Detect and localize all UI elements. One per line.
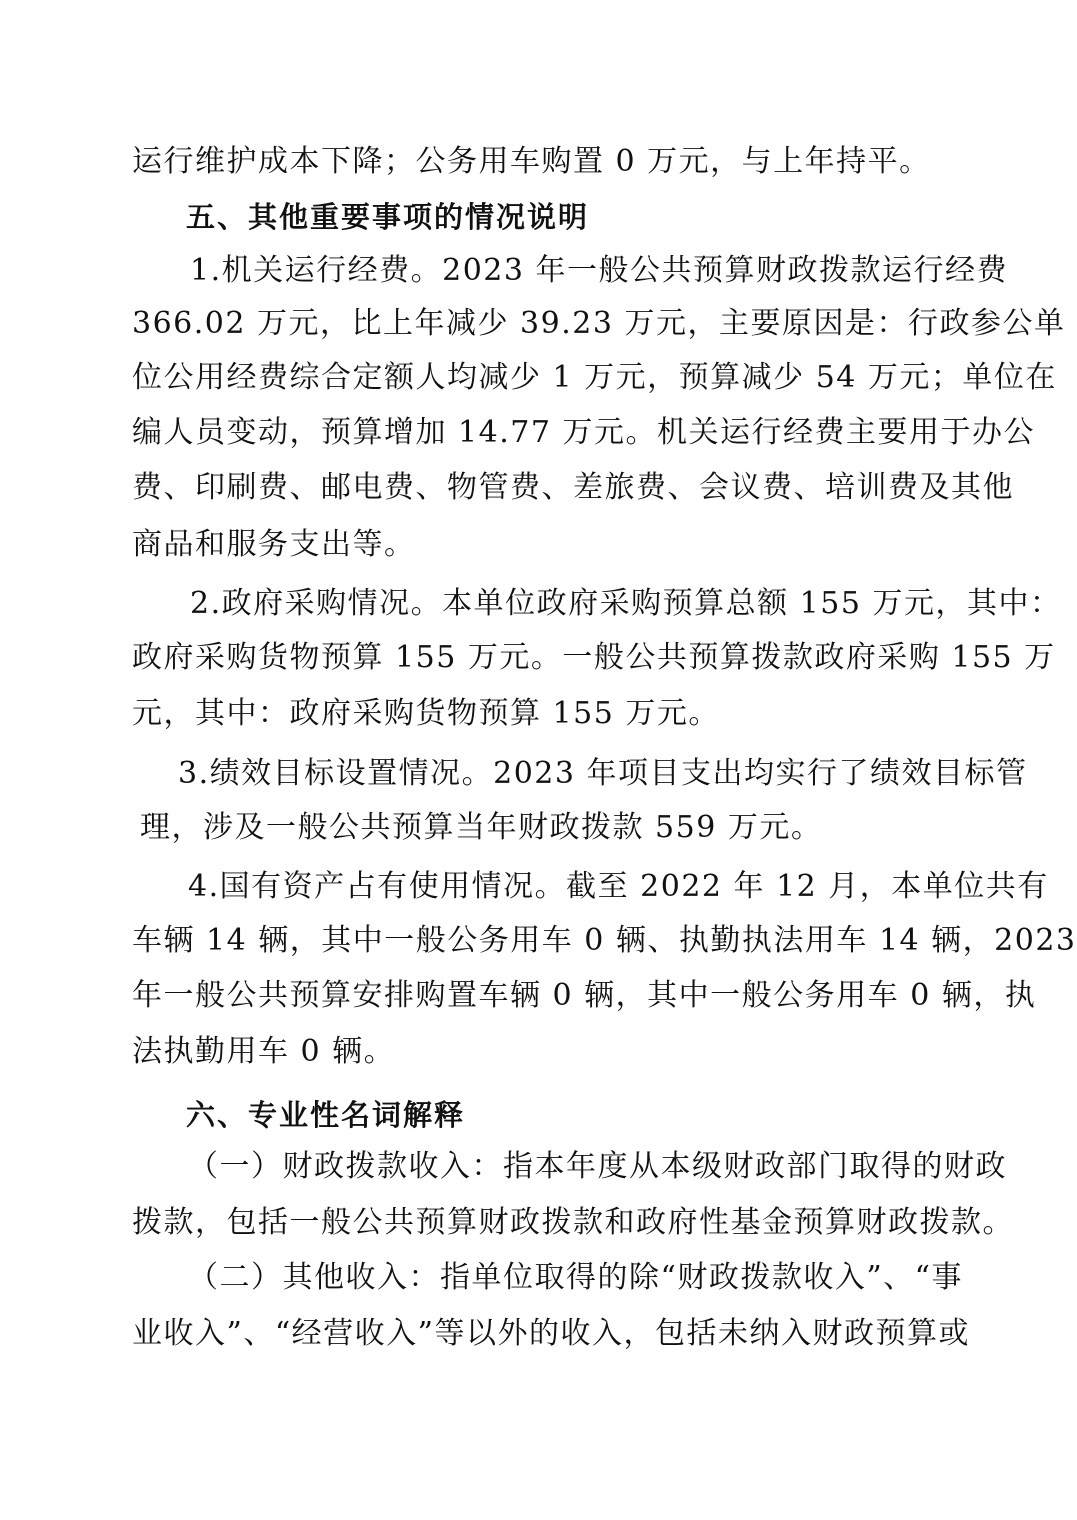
body-text-line: 运行维护成本下降；公务用车购置 0 万元，与上年持平。 (132, 144, 931, 179)
body-text-line: 法执勤用车 0 辆。 (132, 1034, 396, 1069)
item-4-line: 4.国有资产占有使用情况。截至 2022 年 12 月，本单位共有 (188, 869, 1049, 904)
section-heading-6: 六、专业性名词解释 (186, 1098, 466, 1132)
term-2-line: （二）其他收入：指单位取得的除“财政拨款收入”、“事 (188, 1260, 964, 1295)
body-text-line: 业收入”、“经营收入”等以外的收入，包括未纳入财政预算或 (132, 1316, 971, 1351)
item-2-line: 2.政府采购情况。本单位政府采购预算总额 155 万元，其中： (190, 586, 1062, 621)
body-text-line: 费、印刷费、邮电费、物管费、差旅费、会议费、培训费及其他 (132, 470, 1014, 505)
body-text-line: 编人员变动，预算增加 14.77 万元。机关运行经费主要用于办公 (132, 415, 1035, 450)
body-text-line: 理，涉及一般公共预算当年财政拨款 559 万元。 (140, 810, 823, 845)
body-text-line: 366.02 万元，比上年减少 39.23 万元，主要原因是：行政参公单 (132, 306, 1066, 341)
body-text-line: 位公用经费综合定额人均减少 1 万元，预算减少 54 万元；单位在 (132, 360, 1057, 395)
item-1-line: 1.机关运行经费。2023 年一般公共预算财政拨款运行经费 (190, 253, 1009, 288)
body-text-line: 拨款，包括一般公共预算财政拨款和政府性基金预算财政拨款。 (132, 1205, 1014, 1240)
body-text-line: 车辆 14 辆，其中一般公务用车 0 辆、执勤执法用车 14 辆，2023 (132, 923, 1077, 958)
body-text-line: 年一般公共预算安排购置车辆 0 辆，其中一般公务用车 0 辆，执 (132, 978, 1037, 1013)
section-heading-5: 五、其他重要事项的情况说明 (186, 200, 590, 234)
term-1-line: （一）财政拨款收入：指本年度从本级财政部门取得的财政 (188, 1149, 1007, 1184)
body-text-line: 政府采购货物预算 155 万元。一般公共预算拨款政府采购 155 万 (132, 640, 1056, 675)
body-text-line: 商品和服务支出等。 (132, 527, 416, 562)
item-3-line: 3.绩效目标设置情况。2023 年项目支出均实行了绩效目标管 (178, 756, 1028, 791)
body-text-line: 元，其中：政府采购货物预算 155 万元。 (132, 696, 720, 731)
